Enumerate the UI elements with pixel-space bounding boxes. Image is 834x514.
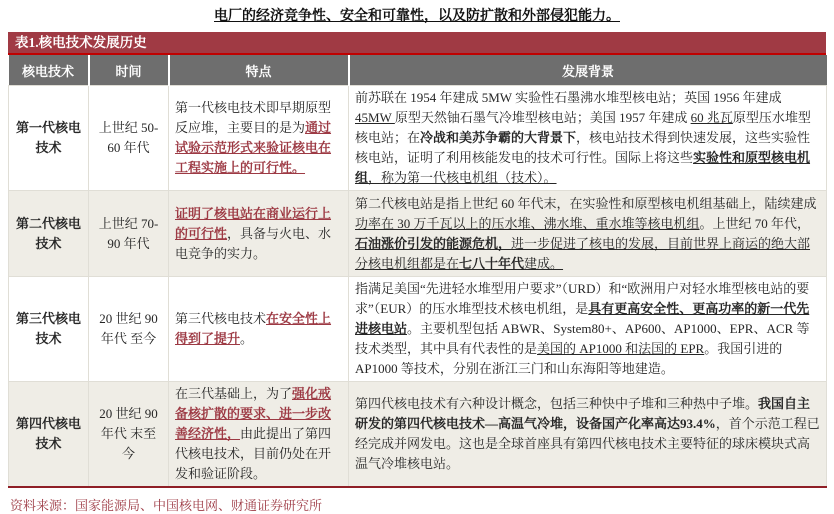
text-segment: 美国的 AP1000 和法国的 EPR bbox=[537, 341, 705, 356]
text-segment: 原型压水堆型核电站；在 bbox=[355, 110, 811, 145]
text-segment: ，具备与火电、水电竞争的实力。 bbox=[175, 225, 332, 261]
table-row-gen3 bbox=[9, 277, 827, 382]
text-segment: 冷战和美苏争霸的大背景下 bbox=[420, 130, 577, 145]
table-row-gen4 bbox=[9, 382, 827, 488]
column-header-background: 发展背景 bbox=[349, 55, 827, 86]
text-segment: 第一代核电技术即早期原型反应堆，主要目的是为 bbox=[175, 100, 332, 135]
text-segment: 通过试验示范形式来验证核电在工程实施上的可行性。 bbox=[175, 120, 332, 175]
text-segment: 进一步促进了核电的发展，目前世界上商运的绝大部分核电机组都是在 bbox=[355, 235, 811, 271]
tech-cell: 第二代核电技术 bbox=[9, 191, 89, 277]
feature-cell bbox=[169, 277, 349, 382]
background-cell bbox=[349, 86, 827, 191]
text-segment: 。 bbox=[240, 331, 254, 346]
table-title-bar: 表1.核电技术发展历史 bbox=[8, 32, 826, 55]
text-segment: 石油涨价引发的能源危机， bbox=[355, 235, 512, 251]
text-segment: 。我国引进的 AP1000 等技术，分别在浙江三门和山东海阳等地建造。 bbox=[355, 341, 783, 376]
text-segment: 60 兆瓦 bbox=[690, 110, 733, 125]
text-segment: 我国自主研发的第四代核电技术—高温气冷堆，设备国产化率高达93.4% bbox=[355, 396, 811, 431]
text-segment: 原型天然铀石墨气冷堆型核电站；美国 1957 年建成 bbox=[394, 110, 691, 125]
time-cell: 上世纪 70- 90 年代 bbox=[89, 191, 169, 277]
text-segment: 具有更高安全性、更高功率的新一代先进核电站 bbox=[355, 301, 810, 336]
text-segment: 功率在 30 万千瓦以上的压水堆、沸水堆、重水堆等核电机组 bbox=[355, 215, 700, 231]
column-header-time: 时间 bbox=[89, 55, 169, 86]
background-cell bbox=[349, 191, 827, 277]
header-row bbox=[9, 55, 827, 86]
text-segment: 在安全性上得到了提升 bbox=[175, 311, 332, 346]
table-row-gen2 bbox=[9, 191, 827, 277]
source-attribution: 资料来源：国家能源局、中国核电网、财通证券研究所 bbox=[10, 498, 323, 513]
feature-cell bbox=[169, 191, 349, 277]
text-segment: 45MW bbox=[355, 110, 395, 125]
time-cell: 20 世纪 90 年代 至今 bbox=[89, 277, 169, 382]
text-segment: ，称为第一代核电机组（技术）。 bbox=[368, 170, 557, 185]
text-segment: 七八十年代 bbox=[459, 255, 525, 271]
text-segment: 前苏联在 1954 年建成 5MW 实验性石墨沸水堆型核电站；英国 1956 年建成 bbox=[355, 90, 782, 105]
text-segment: 证明了核电站在商业运行上的可行性 bbox=[175, 205, 332, 241]
tech-cell: 第三代核电技术 bbox=[9, 277, 89, 382]
text-segment: 指满足美国“先进轻水堆型用户要求”（URD）和“欧洲用户对轻水堆型核电站的要求”（EUR）的压水堆型技术核电机组，是 bbox=[355, 281, 810, 316]
text-segment: 强化戒备核扩散的要求、进一步改善经济性， bbox=[175, 386, 332, 441]
background-cell bbox=[349, 382, 827, 488]
background-cell bbox=[349, 277, 827, 382]
column-header-tech: 核电技术 bbox=[9, 55, 89, 86]
feature-cell bbox=[169, 86, 349, 191]
nuclear-history-table bbox=[8, 32, 826, 488]
text-segment: ，首个示范工程已经完成并网发电。这也是全球首座具有第四代核电技术主要特征的球床模块式高温气冷堆核电站。 bbox=[355, 416, 820, 471]
data-table bbox=[8, 55, 827, 488]
text-segment: 。主要机型包括 ABWR、System80+、AP600、AP1000、EPR、ACR 等技术类型，其中具有代表性的是 bbox=[355, 321, 810, 356]
text-segment: 由此提出了第四代核电技术，目前仍处在开发和验证阶段。 bbox=[175, 426, 332, 481]
text-segment: 第四代核电技术有六种设计概念，包括三种快中子堆和三种热中子堆。 bbox=[355, 396, 759, 411]
text-segment: 第二代核电站是指上世纪 60 年代末，在实验性和原型核电机组基础上，陆续建成 bbox=[355, 195, 817, 211]
text-segment: 实验性和原型核电机组 bbox=[355, 150, 811, 185]
text-segment: 建成。 bbox=[524, 255, 564, 271]
table-row-gen1 bbox=[9, 86, 827, 191]
time-cell: 20 世纪 90 年代 末至今 bbox=[89, 382, 169, 488]
text-segment: 。上世纪 70 年代， bbox=[699, 215, 811, 231]
text-segment: ，核电站技术得到快速发展，这些实验性核电站，证明了利用核能发电的技术可行性。国际上将这些 bbox=[355, 130, 811, 165]
time-cell: 上世纪 50-60 年代 bbox=[89, 86, 169, 191]
intro-sentence: 电厂的经济竞争性、安全和可靠性，以及防扩散和外部侵犯能力。 bbox=[214, 9, 620, 24]
text-segment: 第三代核电技术 bbox=[175, 311, 267, 326]
tech-cell: 第四代核电技术 bbox=[9, 382, 89, 488]
feature-cell bbox=[169, 382, 349, 488]
tech-cell: 第一代核电技术 bbox=[9, 86, 89, 191]
text-segment: 在三代基础上，为了 bbox=[175, 386, 293, 401]
column-header-feature: 特点 bbox=[169, 55, 349, 86]
